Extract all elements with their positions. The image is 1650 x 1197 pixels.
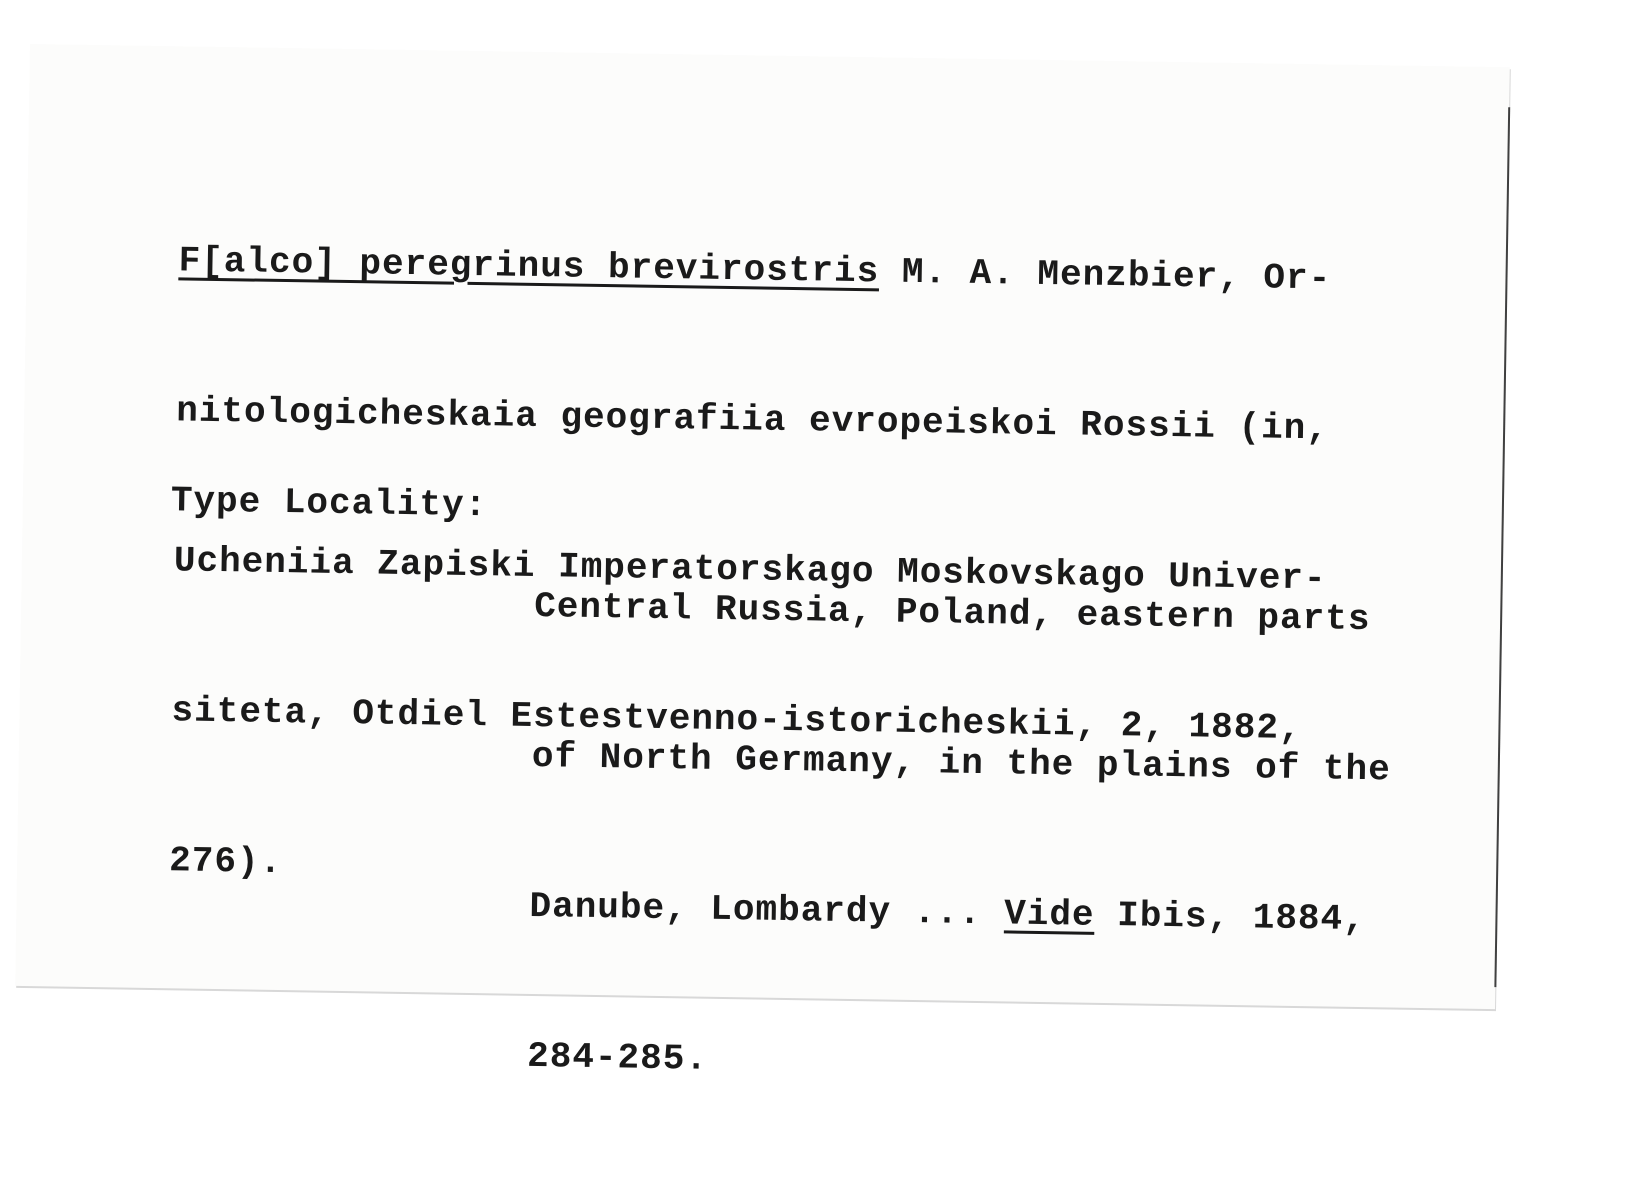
type-locality-label: Type Locality: — [170, 480, 488, 527]
citation-line-2: nitologicheskaia geografiia evropeiskoi Rossii (in, — [175, 390, 1330, 450]
locality-pages: 284-285. — [526, 1035, 709, 1080]
citation-line-5: 276). — [168, 840, 283, 884]
ibis-reference: Ibis, 1884, — [1094, 894, 1367, 941]
locality-line-3-text: Danube, Lombardy ... — [529, 885, 1005, 935]
vide-word: Vide — [1003, 893, 1095, 936]
locality-line-1: Central Russia, Poland, eastern parts — [533, 585, 1371, 641]
locality-line-3 — [529, 882, 1389, 945]
locality-line-2: of North Germany, in the plains of the — [531, 735, 1392, 791]
author: M. A. Menzbier, Or- — [878, 251, 1332, 300]
citation-line-4: siteta, Otdiel Estestvenno-istoricheskii, 2, 1882, — [171, 690, 1302, 750]
taxon-name: F[alco] peregrinus brevirostris — [178, 240, 880, 293]
card-edge — [1494, 107, 1510, 987]
index-card — [15, 44, 1510, 1080]
type-locality-text — [525, 482, 1395, 1195]
citation-line-3: Ucheniia Zapiski Imperatorskago Moskovskago Univer- — [173, 540, 1327, 600]
citation-line-1 — [178, 236, 1331, 304]
